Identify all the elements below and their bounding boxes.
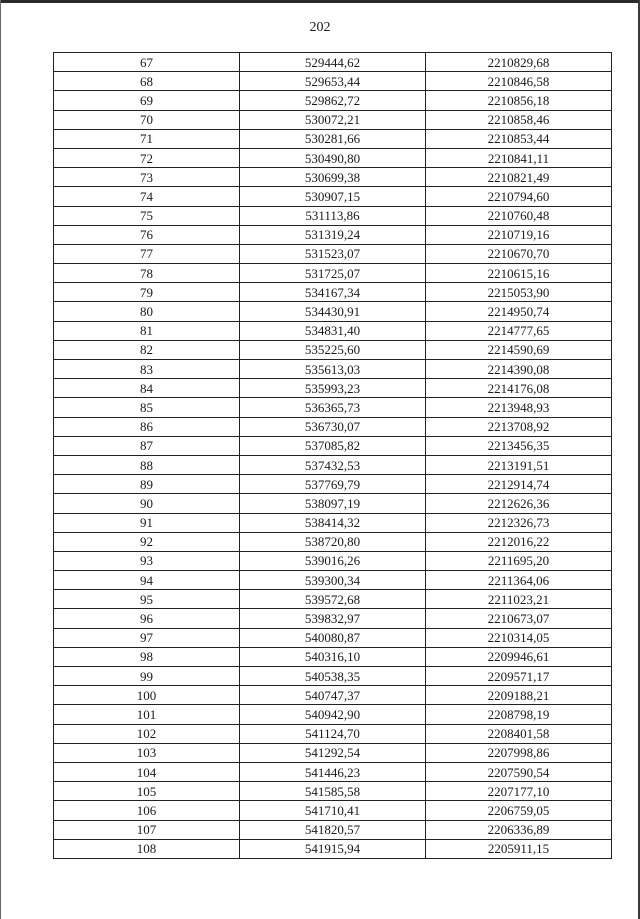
point-number-cell: 85 — [54, 398, 240, 417]
y-coordinate-cell: 2207590,54 — [426, 762, 612, 781]
x-coordinate-cell: 530281,66 — [240, 129, 426, 148]
coordinates-table-body — [54, 53, 612, 859]
y-coordinate-cell: 2210615,16 — [426, 264, 612, 283]
table-row — [54, 801, 612, 820]
x-coordinate-cell: 529862,72 — [240, 91, 426, 110]
coordinates-table — [53, 52, 612, 859]
table-row — [54, 417, 612, 436]
table-row — [54, 264, 612, 283]
x-coordinate-cell: 536730,07 — [240, 417, 426, 436]
table-row — [54, 91, 612, 110]
table-row — [54, 532, 612, 551]
y-coordinate-cell: 2213708,92 — [426, 417, 612, 436]
x-coordinate-cell: 531113,86 — [240, 206, 426, 225]
point-number-cell: 97 — [54, 628, 240, 647]
y-coordinate-cell: 2210821,49 — [426, 168, 612, 187]
y-coordinate-cell: 2210673,07 — [426, 609, 612, 628]
y-coordinate-cell: 2209571,17 — [426, 667, 612, 686]
y-coordinate-cell: 2208798,19 — [426, 705, 612, 724]
x-coordinate-cell: 540747,37 — [240, 686, 426, 705]
y-coordinate-cell: 2210829,68 — [426, 53, 612, 72]
x-coordinate-cell: 538097,19 — [240, 494, 426, 513]
table-row — [54, 724, 612, 743]
page-edge-top — [0, 0, 640, 3]
point-number-cell: 104 — [54, 762, 240, 781]
table-row — [54, 647, 612, 666]
y-coordinate-cell: 2210760,48 — [426, 206, 612, 225]
point-number-cell: 90 — [54, 494, 240, 513]
y-coordinate-cell: 2214390,08 — [426, 360, 612, 379]
table-row — [54, 398, 612, 417]
x-coordinate-cell: 538720,80 — [240, 532, 426, 551]
point-number-cell: 73 — [54, 168, 240, 187]
table-row — [54, 110, 612, 129]
y-coordinate-cell: 2209946,61 — [426, 647, 612, 666]
point-number-cell: 108 — [54, 839, 240, 858]
point-number-cell: 100 — [54, 686, 240, 705]
table-row — [54, 244, 612, 263]
table-row — [54, 225, 612, 244]
y-coordinate-cell: 2210670,70 — [426, 244, 612, 263]
x-coordinate-cell: 530490,80 — [240, 148, 426, 167]
x-coordinate-cell: 540942,90 — [240, 705, 426, 724]
table-row — [54, 609, 612, 628]
x-coordinate-cell: 539572,68 — [240, 590, 426, 609]
y-coordinate-cell: 2214176,08 — [426, 379, 612, 398]
table-row — [54, 590, 612, 609]
y-coordinate-cell: 2209188,21 — [426, 686, 612, 705]
table-row — [54, 129, 612, 148]
point-number-cell: 68 — [54, 72, 240, 91]
table-row — [54, 436, 612, 455]
x-coordinate-cell: 530699,38 — [240, 168, 426, 187]
table-row — [54, 551, 612, 570]
y-coordinate-cell: 2212326,73 — [426, 513, 612, 532]
y-coordinate-cell: 2212016,22 — [426, 532, 612, 551]
x-coordinate-cell: 537432,53 — [240, 455, 426, 474]
page-number: 202 — [309, 20, 331, 35]
x-coordinate-cell: 531725,07 — [240, 264, 426, 283]
x-coordinate-cell: 534831,40 — [240, 321, 426, 340]
y-coordinate-cell: 2213191,51 — [426, 455, 612, 474]
y-coordinate-cell: 2205911,15 — [426, 839, 612, 858]
y-coordinate-cell: 2206336,89 — [426, 820, 612, 839]
point-number-cell: 107 — [54, 820, 240, 839]
table-row — [54, 455, 612, 474]
table-row — [54, 839, 612, 858]
x-coordinate-cell: 535225,60 — [240, 340, 426, 359]
table-row — [54, 705, 612, 724]
point-number-cell: 77 — [54, 244, 240, 263]
y-coordinate-cell: 2211695,20 — [426, 551, 612, 570]
table-row — [54, 72, 612, 91]
point-number-cell: 74 — [54, 187, 240, 206]
y-coordinate-cell: 2210858,46 — [426, 110, 612, 129]
point-number-cell: 87 — [54, 436, 240, 455]
table-row — [54, 628, 612, 647]
x-coordinate-cell: 538414,32 — [240, 513, 426, 532]
x-coordinate-cell: 530907,15 — [240, 187, 426, 206]
point-number-cell: 83 — [54, 360, 240, 379]
table-row — [54, 475, 612, 494]
x-coordinate-cell: 535613,03 — [240, 360, 426, 379]
point-number-cell: 89 — [54, 475, 240, 494]
point-number-cell: 81 — [54, 321, 240, 340]
y-coordinate-cell: 2210856,18 — [426, 91, 612, 110]
point-number-cell: 94 — [54, 571, 240, 590]
y-coordinate-cell: 2214590,69 — [426, 340, 612, 359]
x-coordinate-cell: 530072,21 — [240, 110, 426, 129]
y-coordinate-cell: 2214950,74 — [426, 302, 612, 321]
table-row — [54, 379, 612, 398]
point-number-cell: 71 — [54, 129, 240, 148]
table-row — [54, 340, 612, 359]
y-coordinate-cell: 2213456,35 — [426, 436, 612, 455]
table-row — [54, 762, 612, 781]
table-row — [54, 302, 612, 321]
x-coordinate-cell: 529444,62 — [240, 53, 426, 72]
point-number-cell: 67 — [54, 53, 240, 72]
y-coordinate-cell: 2214777,65 — [426, 321, 612, 340]
point-number-cell: 72 — [54, 148, 240, 167]
point-number-cell: 99 — [54, 667, 240, 686]
point-number-cell: 84 — [54, 379, 240, 398]
table-row — [54, 571, 612, 590]
point-number-cell: 92 — [54, 532, 240, 551]
point-number-cell: 76 — [54, 225, 240, 244]
point-number-cell: 102 — [54, 724, 240, 743]
point-number-cell: 88 — [54, 455, 240, 474]
x-coordinate-cell: 539016,26 — [240, 551, 426, 570]
x-coordinate-cell: 541446,23 — [240, 762, 426, 781]
x-coordinate-cell: 537085,82 — [240, 436, 426, 455]
x-coordinate-cell: 541710,41 — [240, 801, 426, 820]
table-row — [54, 686, 612, 705]
point-number-cell: 91 — [54, 513, 240, 532]
x-coordinate-cell: 539832,97 — [240, 609, 426, 628]
point-number-cell: 86 — [54, 417, 240, 436]
y-coordinate-cell: 2210794,60 — [426, 187, 612, 206]
x-coordinate-cell: 537769,79 — [240, 475, 426, 494]
page-edge-left — [0, 0, 1, 919]
y-coordinate-cell: 2210719,16 — [426, 225, 612, 244]
point-number-cell: 70 — [54, 110, 240, 129]
y-coordinate-cell: 2212914,74 — [426, 475, 612, 494]
point-number-cell: 75 — [54, 206, 240, 225]
x-coordinate-cell: 534167,34 — [240, 283, 426, 302]
y-coordinate-cell: 2211364,06 — [426, 571, 612, 590]
x-coordinate-cell: 541124,70 — [240, 724, 426, 743]
table-row — [54, 494, 612, 513]
y-coordinate-cell: 2206759,05 — [426, 801, 612, 820]
point-number-cell: 106 — [54, 801, 240, 820]
table-row — [54, 321, 612, 340]
x-coordinate-cell: 540538,35 — [240, 667, 426, 686]
table-row — [54, 206, 612, 225]
table-row — [54, 53, 612, 72]
point-number-cell: 69 — [54, 91, 240, 110]
x-coordinate-cell: 531319,24 — [240, 225, 426, 244]
point-number-cell: 95 — [54, 590, 240, 609]
x-coordinate-cell: 536365,73 — [240, 398, 426, 417]
y-coordinate-cell: 2212626,36 — [426, 494, 612, 513]
point-number-cell: 101 — [54, 705, 240, 724]
x-coordinate-cell: 529653,44 — [240, 72, 426, 91]
table-row — [54, 743, 612, 762]
y-coordinate-cell: 2210314,05 — [426, 628, 612, 647]
x-coordinate-cell: 541915,94 — [240, 839, 426, 858]
point-number-cell: 80 — [54, 302, 240, 321]
table-row — [54, 168, 612, 187]
point-number-cell: 93 — [54, 551, 240, 570]
x-coordinate-cell: 541292,54 — [240, 743, 426, 762]
x-coordinate-cell: 539300,34 — [240, 571, 426, 590]
y-coordinate-cell: 2213948,93 — [426, 398, 612, 417]
x-coordinate-cell: 540080,87 — [240, 628, 426, 647]
x-coordinate-cell: 541820,57 — [240, 820, 426, 839]
point-number-cell: 98 — [54, 647, 240, 666]
table-row — [54, 667, 612, 686]
table-row — [54, 187, 612, 206]
y-coordinate-cell: 2210841,11 — [426, 148, 612, 167]
table-row — [54, 360, 612, 379]
table-row — [54, 148, 612, 167]
table-row — [54, 513, 612, 532]
point-number-cell: 79 — [54, 283, 240, 302]
y-coordinate-cell: 2211023,21 — [426, 590, 612, 609]
x-coordinate-cell: 540316,10 — [240, 647, 426, 666]
y-coordinate-cell: 2207998,86 — [426, 743, 612, 762]
x-coordinate-cell: 531523,07 — [240, 244, 426, 263]
x-coordinate-cell: 541585,58 — [240, 782, 426, 801]
table-row — [54, 283, 612, 302]
y-coordinate-cell: 2215053,90 — [426, 283, 612, 302]
y-coordinate-cell: 2210853,44 — [426, 129, 612, 148]
y-coordinate-cell: 2207177,10 — [426, 782, 612, 801]
point-number-cell: 96 — [54, 609, 240, 628]
table-row — [54, 782, 612, 801]
table-row — [54, 820, 612, 839]
point-number-cell: 78 — [54, 264, 240, 283]
point-number-cell: 105 — [54, 782, 240, 801]
x-coordinate-cell: 535993,23 — [240, 379, 426, 398]
point-number-cell: 82 — [54, 340, 240, 359]
y-coordinate-cell: 2208401,58 — [426, 724, 612, 743]
x-coordinate-cell: 534430,91 — [240, 302, 426, 321]
y-coordinate-cell: 2210846,58 — [426, 72, 612, 91]
point-number-cell: 103 — [54, 743, 240, 762]
